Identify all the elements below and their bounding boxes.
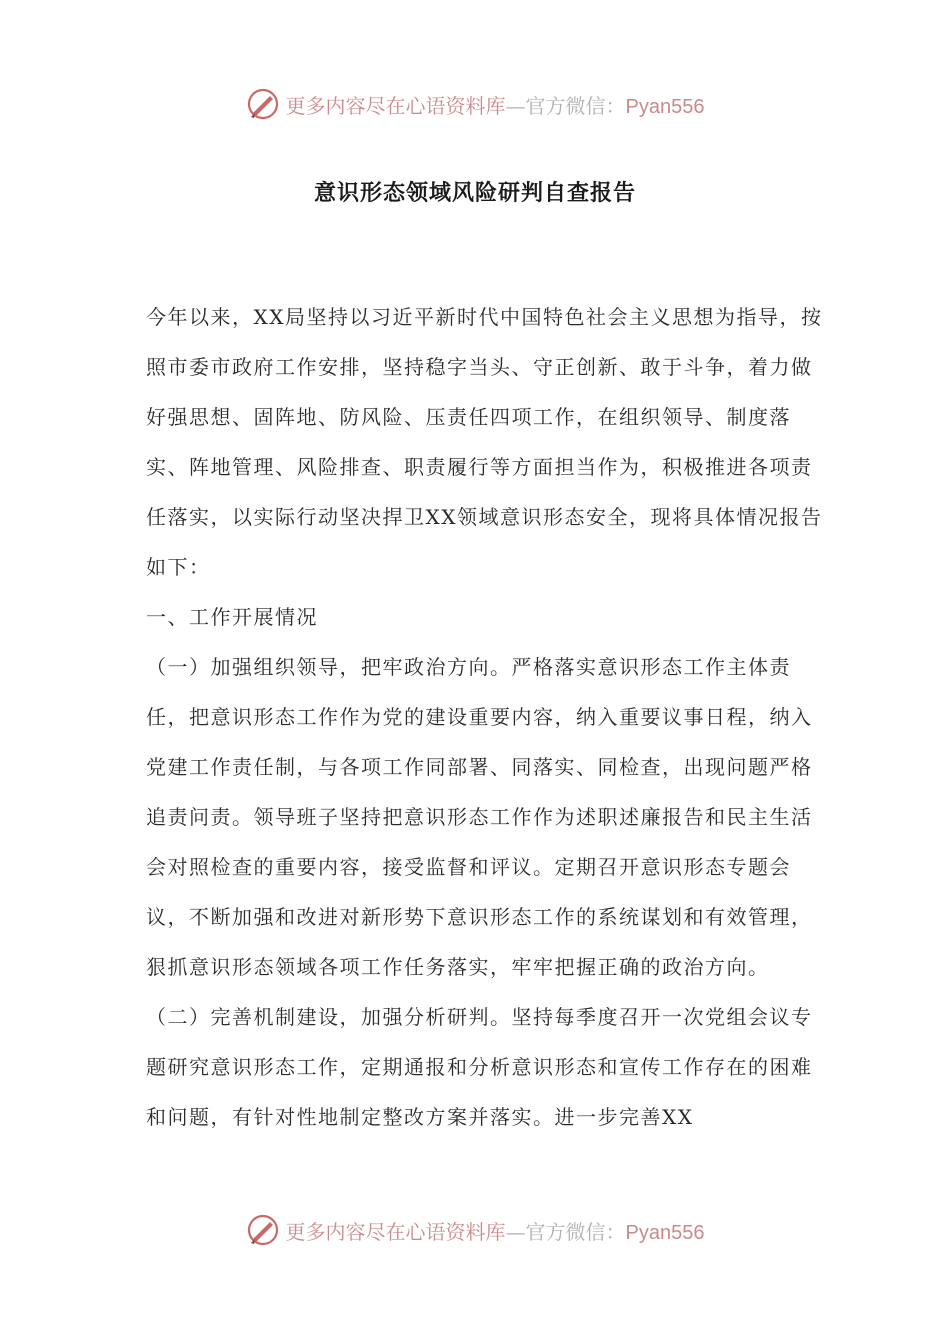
watermark-banner-top <box>0 84 950 124</box>
banner-site-name: 更多内容尽在心语资料库 <box>285 1219 506 1244</box>
banner-wechat-id: Pyan556 <box>625 95 705 118</box>
banner-text <box>286 1216 705 1245</box>
banner-wechat-id: Pyan556 <box>625 1221 705 1244</box>
section-heading: 一、工作开展情况 <box>146 605 318 629</box>
paragraph-section-2: （二）完善机制建设，加强分析研判。坚持每季度召开一次党组会议专题研究意识形态工作，定期通报和分析意识形态和宣传工作存在的困难和问题，有针对性地制定整改方案并落实。进一步完善XX <box>146 1005 813 1129</box>
banner-wechat-label: —官方微信： <box>505 1219 626 1244</box>
paragraph-intro: 今年以来，XX局坚持以习近平新时代中国特色社会主义思想为指导，按照市委市政府工作安排，坚持稳字当头、守正创新、敢于斗争，着力做好强思想、固阵地、防风险、压责任四项工作，在组织领导、制度落实、阵地管理、风险排查、职责履行等方面担当作为，积极推进各项责任落实，以实际行动坚决捍卫XX领域意识形态安全，现将具体情况报告如下： <box>146 305 823 579</box>
pen-circle-logo-icon <box>246 87 280 121</box>
watermark-banner-bottom <box>0 1210 950 1250</box>
paragraph-section-1: （一）加强组织领导，把牢政治方向。严格落实意识形态工作主体责任，把意识形态工作作为党的建设重要内容，纳入重要议事日程，纳入党建工作责任制，与各项工作同部署、同落实、同检查，出现问题严格追责问责。领导班子坚持把意识形态工作作为述职述廉报告和民主生活会对照检查的重要内容，接受监督和评议。定期召开意识形态专题会议，不断加强和改进对新形势下意识形态工作的系统谋划和有效管理，狠抓意识形态领域各项工作任务落实，牢牢把握正确的政治方向。 <box>146 655 813 979</box>
document-title: 意识形态领域风险研判自查报告 <box>313 180 636 206</box>
pen-circle-logo-icon <box>246 1213 280 1247</box>
document-body <box>146 292 826 1142</box>
banner-site-name: 更多内容尽在心语资料库 <box>285 93 506 118</box>
banner-wechat-label: —官方微信： <box>505 93 626 118</box>
banner-text <box>286 90 705 119</box>
